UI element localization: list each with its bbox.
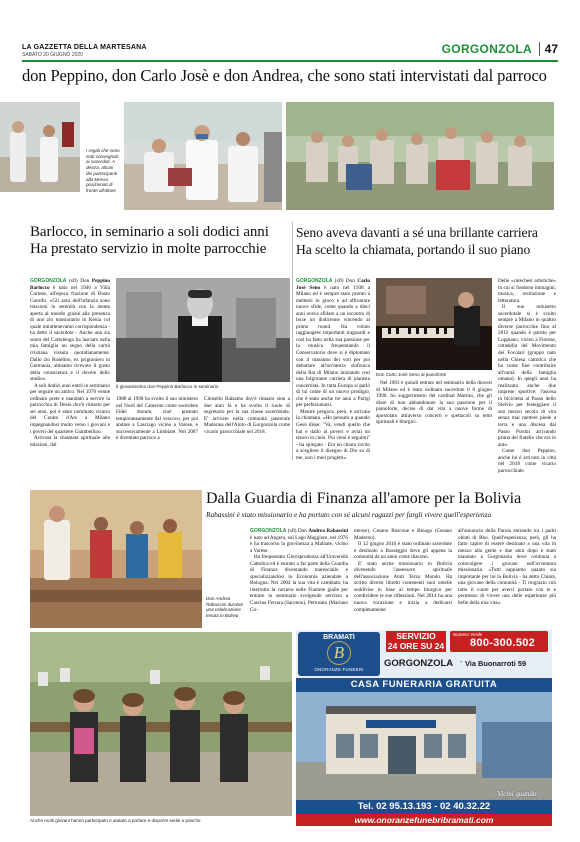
story3-col1 bbox=[250, 528, 348, 622]
story2-col1-text: è nato nel 1938 a Milano ed è sempre stato pronto a mettersi in gioco e ad affrontare nuove sfide, come quando a dieci anni aveva sfidato a un incontro di boxe un dodicenne vincendo al primo round. Ha voluto raggiungere importanti traguardi e così ha fatto nella sua passione per la musica frequentando il Conservatorio dove si è diplomato con il massimo dei voti per poi debuttare all'orchestra sinfonica della Rai di Milano iniziando così una folgorante carriera di pianista concertista. In tutta Europa si parlò di lui come di un nuovo prodigio, che è stato anche tre anni a Parigi per perfezionarsi. bbox=[296, 284, 371, 409]
ad-website: www.onoranzefunebribramati.com bbox=[296, 814, 552, 826]
story2-col2-text: Nel 1983 è quindi entrato nel seminario della diocesi di Milano ed è stato ordinato sacerdote il 8 giugno 1990. Su suggerimento del cardinal Martini, che gli disse di non abbandonare la sua passione per il pianoforte, decise di dar vita a nuove forme di apostolato attraverso concerti e spettacoli su temi spirituali e liturgici. bbox=[376, 380, 492, 426]
story1-col1-p3: Arrivata la chiamata spirituale alle missioni, dal bbox=[30, 435, 110, 448]
story2-col3 bbox=[498, 278, 556, 474]
story1-col3-text: Cinisello Balsamo dov'è rimasto sino a due anni fa e ha svolto il ruolo di segretario per la sua classe sacerdotale. E' arrivato nella comunità pastorale Madonna dell'Aiuto di Gorgonzola come vicario parrocchiale nel 2018. bbox=[204, 396, 290, 435]
story3-col1-text: è nato ad Angera, sul Lago Maggiore, nel 1976 e ha trascorso la giovinezza a Malnate, vicino a Varese. bbox=[250, 534, 348, 554]
funeral-home-building-image bbox=[296, 692, 552, 800]
ad-brand-sub: ONORANZE FUNEBRI bbox=[314, 667, 364, 672]
story3-col2 bbox=[354, 528, 452, 622]
ad-building-photo bbox=[296, 692, 552, 800]
ad-phone: Tel. 02 95.13.193 - 02 40.32.22 bbox=[296, 800, 552, 814]
story1-col2 bbox=[116, 396, 198, 462]
barlocco-seminary-image bbox=[116, 278, 290, 382]
paper-name: LA GAZZETTA DELLA MARTESANA bbox=[22, 44, 147, 51]
story1-lead-tag: GORGONZOLA bbox=[30, 278, 67, 284]
page-number: 47 bbox=[539, 42, 558, 56]
seno-piano-image bbox=[376, 278, 492, 370]
story3-col2-p3: E' stato anche missionario in Bolivia divenendo l'assessore spirituale dell'associazione Atuti Terzo Mondo. Ha scritto diversi libretti contenenti suoi omelie suddivise in base al tempo liturgico per condividere le sue riflessioni. Nel 2014 ha una nuova vocazione e inizia a dedicarsi completamente bbox=[354, 560, 452, 613]
ad-header bbox=[296, 630, 552, 678]
photo-rabassini-bolivia bbox=[30, 490, 202, 628]
bottom-photo-caption: Anche molti giovani hanno partecipato e aiutato a portare e disporre sedie e panche bbox=[30, 818, 201, 823]
ad-service-box bbox=[386, 631, 446, 652]
congregation-image bbox=[286, 102, 554, 210]
story1-headline-line2: Ha prestato servizio in molte parrocchie bbox=[30, 241, 267, 257]
story3-col3-text: all'annuncio della Parola entrando tra i padri oblati di Rho. Quell'esperienza, però, gli ha fatto capire di essere destinato a una vita in mezzo alla gente e due anni dopo è stato mandato a Gorgonzola dove continua a coinvolgere i giovani nell'avventura missionaria. «Tutti sappiamo quanto sia importante per lui la Bolivia - ha detto Chiara, una giovane della comunità - Ti ringrazio con tutto il cuore per averci portato con te e permesso di vivere una delle esperienze più belle della mia vita». bbox=[458, 528, 556, 607]
masthead bbox=[22, 44, 558, 62]
story3-subhead: Rabassini è stato missionario e ha portato con sé alcuni ragazzi per fargli vivere quell'esperienza bbox=[206, 510, 492, 519]
story2-headline-line2: Ha scelto la chiamata, portando il suo piano bbox=[296, 242, 531, 257]
story1-headline-line1: Barlocco, in seminario a soli dodici anni bbox=[30, 224, 269, 240]
column-divider bbox=[292, 222, 293, 460]
paper-date: SABATO 20 GIUGNO 2020 bbox=[22, 52, 83, 58]
story3-col2-p2: Il 12 giugno 2010 è stato ordinato sacerdote e destinato a Busseggio dove gli appena la comunità da un anno come diacono. bbox=[354, 541, 452, 561]
photo-seno-piano bbox=[376, 278, 492, 370]
ad-slogan: Vicini quando bbox=[497, 790, 537, 798]
top-headline: don Peppino, don Carlo Josè e don Andrea, che sono stati intervistati dal parroco bbox=[22, 66, 547, 85]
story1-lead-by: (sfl) Don bbox=[69, 278, 90, 284]
photo-barlocco-seminary bbox=[116, 278, 290, 382]
story2-col3-p2: Il suo ministero sacerdotale si è svolto sempre a Milano in quattro diverse parrocchie fino al 2012 quando è partito per Loppiano, vicino a Firenze, cittadella del Movimento dei Focolari (gruppo nato nella Chiesa cattolica che ha come fine contribuire all'unità della famiglia umana). In quegli anni ha realizzato anche due imprese sportive: l'ascesa in bicicletta al Passo dello Stelvio per festeggiare il suo mezzo secolo di vita senza mai mettere piede a terra e una discesa dal Passo Pordoi arrivando prima del fratello che era in auto. bbox=[498, 304, 556, 448]
story2-lead-by: (sfl) Don bbox=[334, 278, 355, 284]
story1-photo-caption: Il giovanissimo don Peppino Barlocco in seminario bbox=[116, 384, 219, 389]
story1-col1 bbox=[30, 278, 110, 491]
section-name: GORGONZOLA bbox=[441, 42, 532, 56]
rabassini-bolivia-image bbox=[30, 490, 202, 628]
story3-lead-name: Andrea Rabassini bbox=[308, 528, 349, 534]
ad-address: Via Buonarroti 59 bbox=[465, 659, 527, 668]
photo-ceremony-left bbox=[0, 102, 80, 192]
story2-col1-p2: Mentre pregava, però, è arrivata la chiamata. «Ho pensato a quando Gesù disse: "Va, vendi quello che hai e dallo ai poveri e avrai un tesoro in cielo. Poi vieni e seguimi" - ha spiegato - Era un chiaro invito a scegliere il disegno di Dio su di me, non i miei progetti». bbox=[296, 408, 371, 461]
story2-headline-line1: Seno aveva davanti a sé una brillante carriera bbox=[296, 225, 538, 240]
story1-col2-text: 1988 al 1998 ha svolto il suo ministero nel Nord del Camerun come sacerdote Fidei donum, cioè prestato temporaneamente dal vescovo, per poi andare a Casciago vicino a Varese, e successivamente a Limbiate. Nel 2007 è diventato parroco a bbox=[116, 396, 198, 442]
ad-toll-free-number: 800-300.502 bbox=[470, 637, 536, 649]
ad-brand: BRAMATI bbox=[323, 634, 355, 641]
story2-headline bbox=[296, 224, 556, 258]
photo-congregation bbox=[286, 102, 554, 210]
story3-col3 bbox=[458, 528, 556, 622]
ad-service-line1: SERVIZIO bbox=[396, 631, 436, 641]
ceremony-left-image bbox=[0, 102, 80, 192]
story3-lead-by: (sfl) Don bbox=[287, 528, 307, 534]
story3-col2-text: mense), Cesano Boscone e Binago (Cesano Maderno). bbox=[354, 528, 452, 541]
ad-logo-letter: B bbox=[327, 641, 351, 665]
story1-col3 bbox=[204, 396, 290, 462]
funeral-home-ad bbox=[296, 630, 552, 826]
story1-col1-p2: A soli dodici anni entrò in seminario per seguire un amico. Nel 1970 venne ordinato prete e mandato a servire la parrocchia di Desio dov'è rimasto per sei anni, poi è stato nominato vicario del Curato d'Ars a Milano impegnandosi molto verso i giovani e i poveri del quartiere Giambellino. bbox=[30, 382, 110, 435]
ad-service-line2: 24 ORE SU 24 bbox=[387, 640, 445, 651]
story3-lead-tag: GORGONZOLA bbox=[250, 528, 287, 534]
ad-town-separator: - bbox=[460, 659, 463, 666]
priests-altar-image bbox=[124, 102, 282, 210]
story2-col2 bbox=[376, 380, 492, 462]
story1-lead-name: Peppino Barlocco bbox=[30, 278, 111, 291]
story1-headline bbox=[30, 224, 288, 258]
story2-col3-text: Delle «catechesi artistiche» in cui si fondono immagini, musica, recitazione e letteratura. bbox=[498, 278, 556, 304]
story3-col1-p2: Ha frequentato Giurisprudenza all'Università Cattolica ed è entrato a far parte della Guardia di Finanza diventando maresciallo e specializzandosi in Economia aziendale a Bologna. Nel 2004 la sua vita è cambiata: ha interrotto la carriera nelle Fiamme gialle per entrare in seminario svolgendo servizio a Cascina Ferrara (Saronno), Pertusato (Mariano Co- bbox=[250, 554, 348, 613]
photo-youth bbox=[30, 632, 292, 816]
top-photo-caption: I regali che sono stati consegnati ai sacerdoti. A destra, alcuni dei partecipanti alla Messa posizionati di fronte all'altare bbox=[86, 148, 120, 194]
story2-col3-p3: Come don Peppino, anche lui è arrivato in città nel 2018 come vicario parrocchiale. bbox=[498, 448, 556, 474]
story3-photo-caption: Don Andrea Rabassini durante una celebrazione tenuta in Bolivia bbox=[206, 596, 244, 619]
ad-toll-free-box bbox=[450, 631, 548, 652]
ad-banner: CASA FUNERARIA GRATUITA bbox=[296, 678, 552, 692]
story2-col1 bbox=[296, 278, 370, 462]
story1-col1-text: è nato nel 1946 a Villa Cortese, all'epoca frazione di Busto Garolfo. «Gli anni dell'infanzia sono trascorsi in serenità con la mente aperta al mondo grazie alla presenza di uno zio missionario in Kenia col quale intrattenevamo corrispondenza - ha detto il sacerdote - Anche una zia suora del Cottolengo ha lasciato nella mia famiglia un segno della carità cristiana vissuta quotidianamente. Dallo zio Roselino, ex prigioniero in Germania, abbiamo ricevuto il gusto della conoscenza e il dovere dello studio». bbox=[30, 284, 111, 383]
ad-logo bbox=[298, 632, 380, 676]
story2-lead-tag: GORGONZOLA bbox=[296, 278, 333, 284]
story2-photo-caption: Don Carlo Josè Seno al pianoforte bbox=[376, 372, 447, 377]
story2-lead-name: Carlo Josè Seno bbox=[296, 278, 371, 291]
youth-image bbox=[30, 632, 292, 816]
ad-town: GORGONZOLA bbox=[384, 658, 454, 669]
photo-priests-altar bbox=[124, 102, 282, 210]
ad-toll-free-label: Numero Verde bbox=[453, 632, 483, 637]
story3-headline: Dalla Guardia di Finanza all'amore per la Bolivia bbox=[206, 490, 522, 507]
